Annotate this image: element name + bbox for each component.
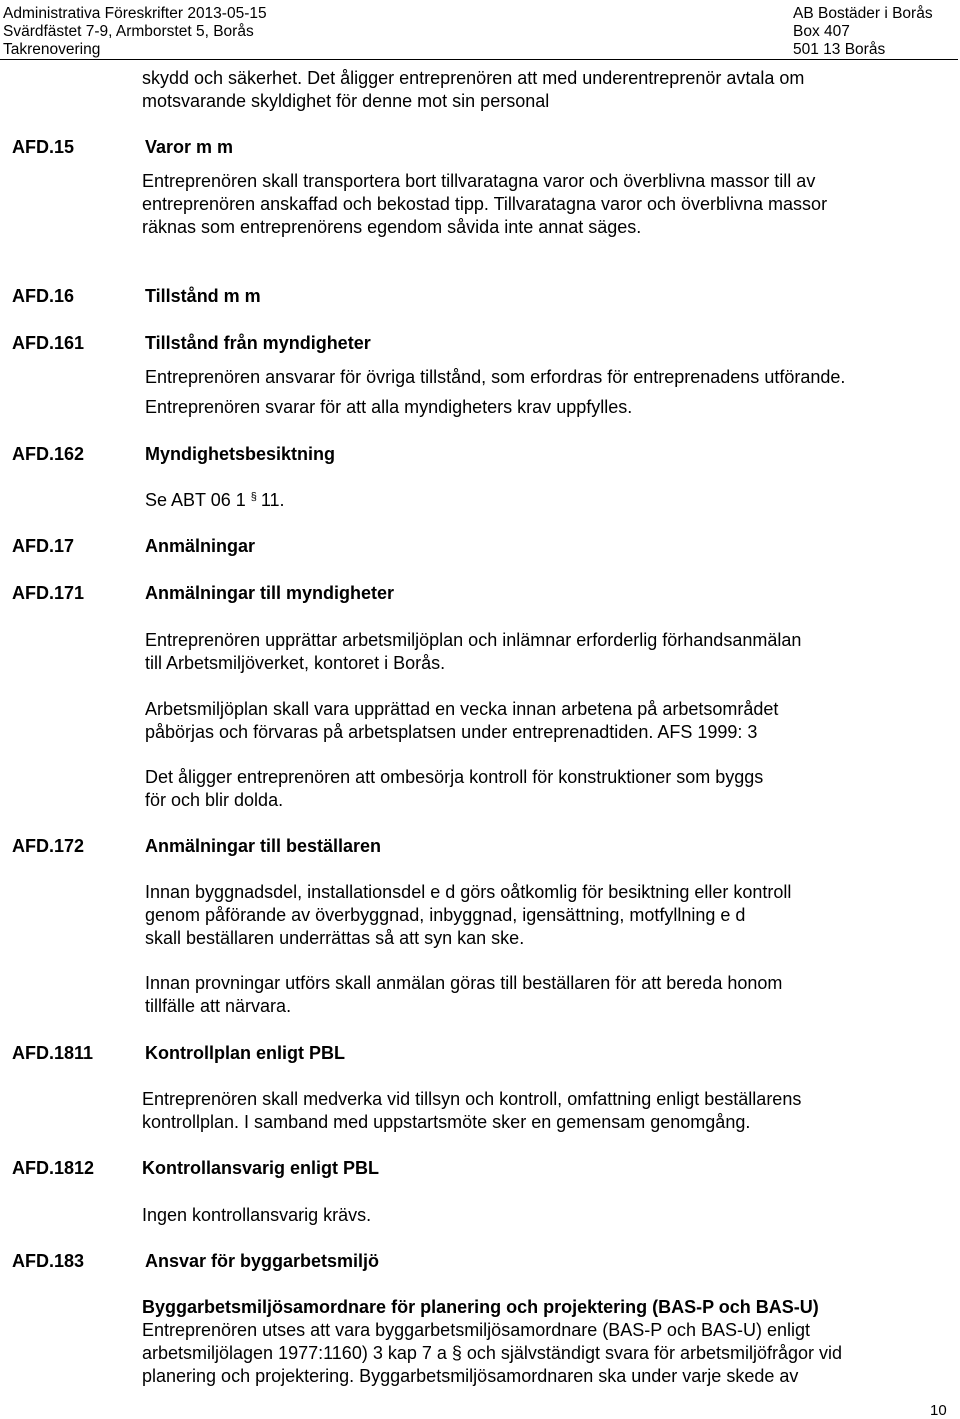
section-heading: Anmälningar (145, 536, 256, 556)
section-heading: Kontrollansvarig enligt PBL (142, 1158, 380, 1178)
section-code: AFD.16 (12, 286, 75, 306)
reference-text: Se ABT 06 1 (145, 490, 246, 510)
section-code: AFD.183 (12, 1251, 85, 1271)
section-code: AFD.17 (12, 536, 75, 556)
page-number: 10 (930, 1402, 947, 1419)
section-code: AFD.1811 (12, 1043, 94, 1063)
text-line: skydd och säkerhet. Det åligger entreprenören att med underentreprenör avtala om (142, 68, 805, 88)
text-line: Entreprenören skall transportera bort tillvaratagna varor och överblivna massor till av (142, 171, 816, 191)
section-heading: Anmälningar till myndigheter (145, 583, 395, 603)
section-heading: Anmälningar till beställaren (145, 836, 382, 856)
paragraph-sign: § (250, 491, 257, 503)
section-heading: Tillstånd från myndigheter (145, 333, 371, 353)
text-line: kontrollplan. I samband med uppstartsmöte sker en gemensam genomgång. (142, 1112, 751, 1132)
section-code: AFD.15 (12, 137, 75, 157)
text-line: Det åligger entreprenören att ombesörja kontroll för konstruktioner som byggs (145, 767, 764, 787)
section-code: AFD.171 (12, 583, 85, 603)
text-line: Entreprenören svarar för att alla myndigheters krav uppfylles. (145, 397, 633, 417)
section-subheading: Byggarbetsmiljösamordnare för planering och projektering (BAS-P och BAS-U) (142, 1297, 819, 1317)
text-line: Entreprenören utses att vara byggarbetsmiljösamordnare (BAS-P och BAS-U) enligt (142, 1320, 810, 1340)
text-line: skall beställaren underrättas så att syn kan ske. (145, 928, 525, 948)
section-heading: Kontrollplan enligt PBL (145, 1043, 345, 1063)
reference-number: 11. (260, 490, 285, 510)
text-line: entreprenören anskaffad och bekostad tipp. Tillvaratagna varor och överblivna massor (142, 194, 828, 214)
project-name: Takrenovering (3, 41, 101, 58)
text-line: Ingen kontrollansvarig krävs. (142, 1205, 372, 1225)
section-code: AFD.161 (12, 333, 85, 353)
text-line: tillfälle att närvara. (145, 996, 292, 1016)
text-line: Entreprenören skall medverka vid tillsyn och kontroll, omfattning enligt beställarens (142, 1089, 802, 1109)
text-line: Innan provningar utförs skall anmälan göras till beställaren för att bereda honom (145, 973, 783, 993)
section-heading: Tillstånd m m (145, 286, 261, 306)
text-line: Entreprenören ansvarar för övriga tillstånd, som erfordras för entreprenadens utförande. (145, 367, 846, 387)
document-title: Administrativa Föreskrifter 2013-05-15 (3, 5, 267, 22)
section-heading: Varor m m (145, 137, 234, 157)
section-code: AFD.162 (12, 444, 85, 464)
text-line: planering och projektering. Byggarbetsmiljösamordnaren ska under varje skede av (142, 1366, 799, 1386)
client-postal-address: 501 13 Borås (793, 41, 886, 58)
section-heading: Myndighetsbesiktning (145, 444, 336, 464)
section-code: AFD.172 (12, 836, 85, 856)
text-line: Arbetsmiljöplan skall vara upprättad en vecka innan arbetena på arbetsområdet (145, 699, 779, 719)
text-line: för och blir dolda. (145, 790, 284, 810)
client-box: Box 407 (793, 23, 850, 40)
text-line: till Arbetsmiljöverket, kontoret i Borås. (145, 653, 446, 673)
header-divider (0, 59, 958, 60)
text-line: arbetsmiljölagen 1977:1160) 3 kap 7 a § och självständigt svara för arbetsmiljöfrågor vid (142, 1343, 843, 1363)
text-line: genom påförande av överbyggnad, inbyggnad, igensättning, motfyllning e d (145, 905, 746, 925)
text-line: motsvarande skyldighet för denne mot sin personal (142, 91, 550, 111)
project-address: Svärdfästet 7-9, Armborstet 5, Borås (3, 23, 254, 40)
client-name: AB Bostäder i Borås (793, 5, 933, 22)
reference-line (145, 489, 285, 514)
text-line: Innan byggnadsdel, installationsdel e d görs oåtkomlig för besiktning eller kontroll (145, 882, 792, 902)
text-line: påbörjas och förvaras på arbetsplatsen under entreprenadtiden. AFS 1999: 3 (145, 722, 758, 742)
section-code: AFD.1812 (12, 1158, 95, 1178)
section-heading: Ansvar för byggarbetsmiljö (145, 1251, 380, 1271)
text-line: räknas som entreprenörens egendom såvida inte annat säges. (142, 217, 642, 237)
text-line: Entreprenören upprättar arbetsmiljöplan och inlämnar erforderlig förhandsanmälan (145, 630, 802, 650)
